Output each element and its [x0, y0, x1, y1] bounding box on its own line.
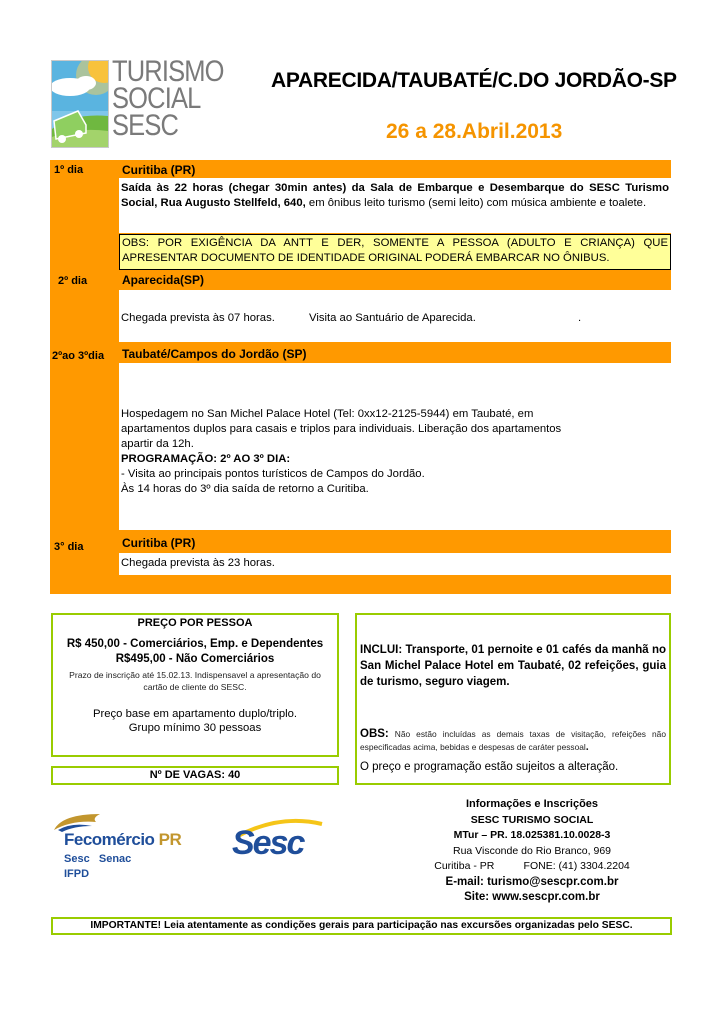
visit-text: Visita ao Santuário de Aparecida. [309, 312, 476, 324]
day-description: Chegada prevista às 23 horas. [119, 553, 671, 575]
registration-note: Prazo de inscrição até 15.02.13. Indispensavel a apresentação do cartão de cliente do SESC. [69, 670, 321, 692]
turismo-social-logo-image [51, 60, 109, 148]
fecomercio-logo [52, 812, 212, 888]
day-label: 2ºao 3ºdia [52, 350, 105, 362]
min-group-note: Grupo mínimo 30 pessoas [128, 722, 262, 734]
sesc-senac-text: Sesc Senac [64, 853, 132, 865]
obs-note [360, 728, 666, 754]
day-label: 1º dia [54, 164, 84, 176]
includes-box [355, 613, 671, 785]
fecomercio-text: Fecomércio [64, 830, 155, 849]
important-notice: IMPORTANTE! Leia atentamente as condições gerais para participação nas excursões organizadas pelo SESC. [51, 917, 672, 935]
obs-text: Não estão incluídas as demais taxas de visitação, refeições não especificadas acima, bebidas e despesas de caráter pessoal [360, 729, 666, 752]
fecomercio-wing-icon [52, 812, 102, 832]
arrival-text: Chegada prevista às 07 horas. [121, 312, 275, 324]
departure-details: Saída às 22 horas (chegar 30min antes) da Sala de Embarque e Desembarque do SESC Turismo Social, Rua Augusto Stellfeld, 640, [121, 182, 669, 209]
obs-end: . [585, 741, 589, 753]
trip-dates: 26 a 28.Abril.2013 [386, 120, 563, 143]
obs-label: OBS: [360, 728, 389, 740]
info-address: Rua Visconde do Rio Branco, 969 [453, 844, 611, 857]
bus-details: em ônibus leito turismo (semi leito) com música ambiente e toalete. [305, 197, 647, 209]
page-title: APARECIDA/TAUBATÉ/C.DO JORDÃO-SP [271, 69, 677, 92]
hotel-text: Hospedagem no San Michel Palace Hotel (Tel: 0xx12-2125-5944) em Taubaté, em apartamentos duplos para casais e triplos para individuais. Liberação dos apartamentos apartir da 12h. [121, 408, 562, 450]
day-description [119, 290, 671, 342]
logo-line-social: SOCIAL [112, 82, 201, 115]
info-email[interactable]: E-mail: turismo@sescpr.com.br [445, 875, 619, 888]
info-site[interactable]: Site: www.sescpr.com.br [464, 891, 600, 903]
obs-notice: OBS: POR EXIGÊNCIA DA ANTT E DER, SOMENTE A PESSOA (ADULTO E CRIANÇA) QUE APRESENTAR DOCUMENTO DE IDENTIDADE ORIGINAL PODERÁ EMBARCAR NO ÔNIBUS. [119, 234, 671, 270]
price-box [51, 613, 339, 757]
vacancies-box: Nº DE VAGAS: 40 [51, 766, 339, 785]
ifpd-text: IFPD [64, 868, 90, 880]
day-city: Taubaté/Campos do Jordão (SP) [122, 347, 307, 361]
info-heading: Informações e Inscrições [465, 798, 599, 810]
fecomercio-pr-text: PR [158, 830, 182, 849]
day-description [119, 363, 671, 530]
contact-info [382, 797, 682, 906]
sesc-logo-text: Sesc [232, 824, 304, 862]
trailing-dot: . [578, 312, 582, 324]
logo-line-sesc: SESC [112, 109, 179, 142]
price-heading: PREÇO POR PESSOA [137, 617, 253, 629]
programming-heading: PROGRAMAÇÃO: 2º AO 3º DIA: [121, 453, 291, 465]
sesc-logo [230, 818, 330, 866]
day-city: Curitiba (PR) [122, 163, 196, 177]
base-price-note: Preço base em apartamento duplo/triplo. [92, 708, 298, 720]
day-label: 2º dia [58, 275, 88, 287]
price-disclaimer: O preço e programação estão sujeitos a alteração. [360, 761, 619, 773]
info-phone: FONE: (41) 3304.2204 [523, 860, 630, 872]
info-city: Curitiba - PR [434, 860, 495, 872]
info-org: SESC TURISMO SOCIAL [470, 813, 594, 826]
price-nao-comerciarios: R$495,00 - Não Comerciários [115, 653, 275, 665]
info-mtur: MTur – PR. 18.025381.10.0028-3 [453, 829, 611, 841]
price-comerciarios: R$ 450,00 - Comerciários, Emp. e Dependentes [66, 638, 324, 650]
day-city: Aparecida(SP) [122, 273, 205, 287]
itinerary-block [50, 160, 671, 594]
turismo-social-logo-text [112, 55, 231, 142]
includes-text: INCLUI: Transporte, 01 pernoite e 01 cafés da manhã no San Michel Palace Hotel em Taubaté, 02 refeições, guia de turismo, seguro viagem. [360, 644, 666, 688]
return-text: Às 14 horas do 3º dia saída de retorno a Curitiba. [121, 483, 369, 495]
visit-text: - Visita ao principais pontos turísticos de Campos do Jordão. [121, 468, 425, 480]
day-label: 3° dia [54, 541, 84, 553]
logo-line-turismo: TURISMO [112, 55, 224, 88]
day-description [119, 178, 671, 233]
day-city: Curitiba (PR) [122, 536, 196, 550]
